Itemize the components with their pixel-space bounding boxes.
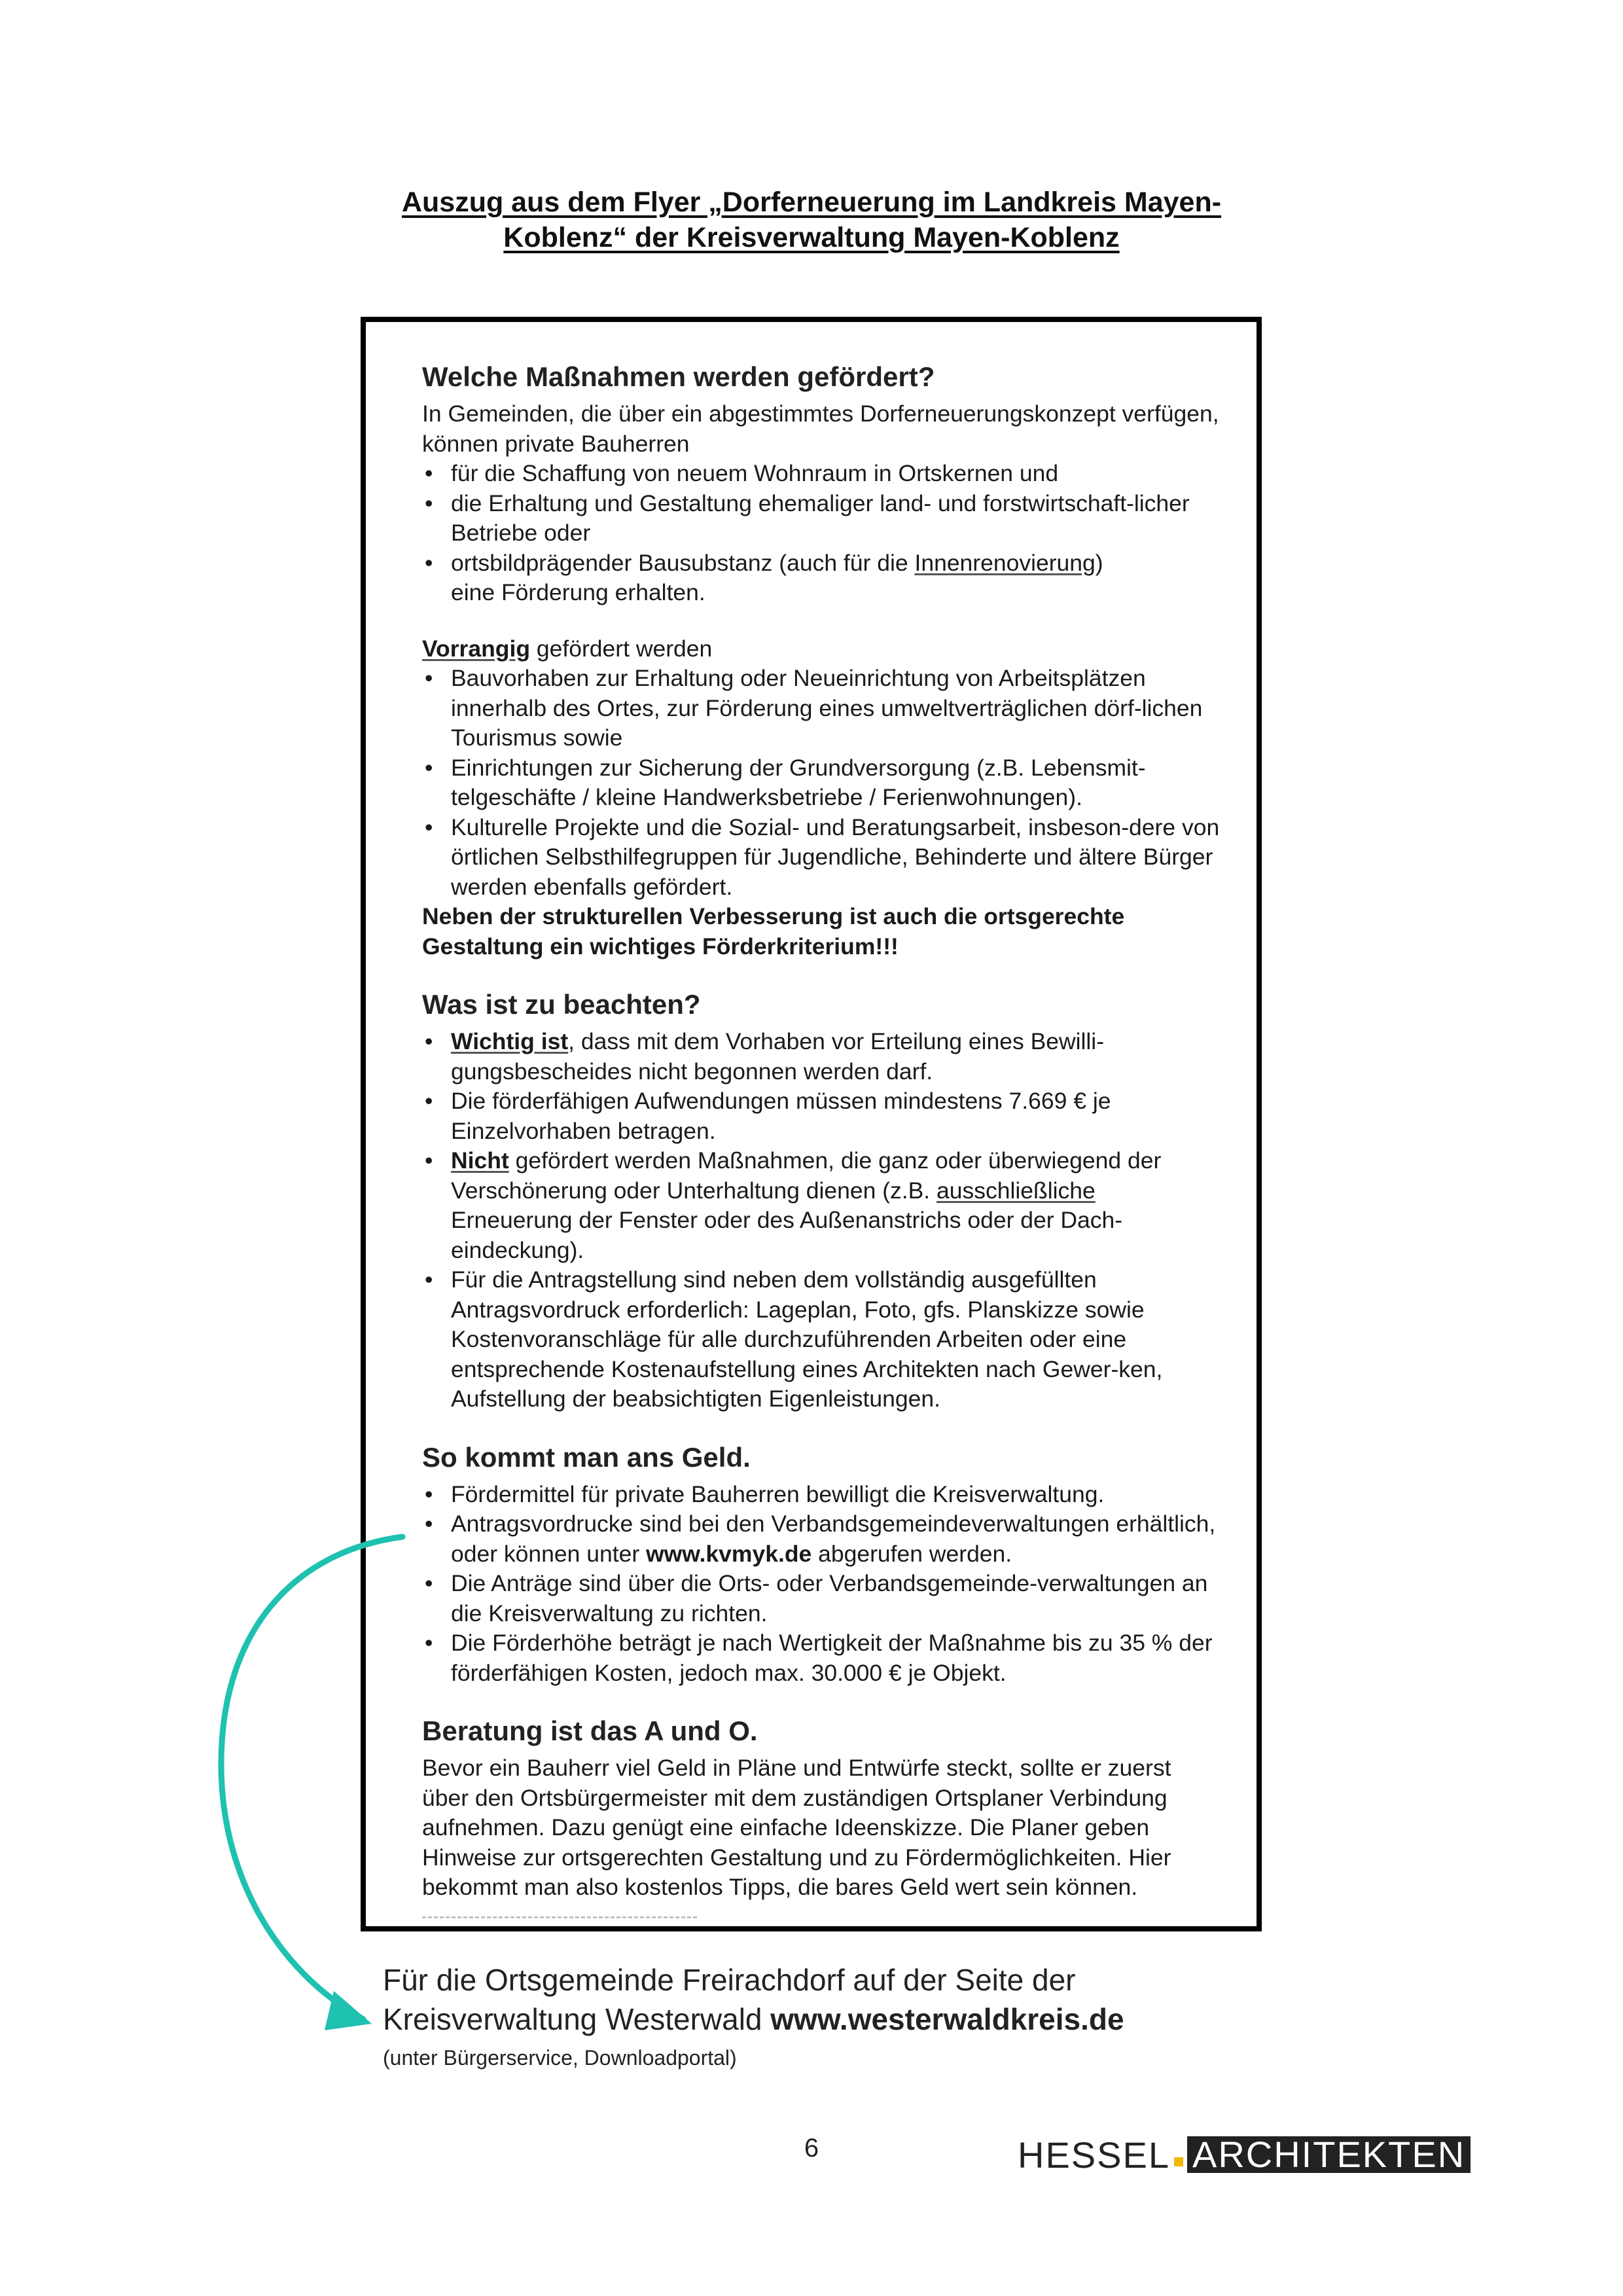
funding-list bbox=[422, 1480, 1221, 1689]
list-item-text: ortsbildprägender Bausubstanz (auch für die bbox=[451, 549, 915, 576]
underlined-term: ausschließliche bbox=[936, 1177, 1096, 1204]
list-item: • Kulturelle Projekte und die Sozial- und Beratungsarbeit, insbeson-dere von örtlichen Selbsthilfegruppen für Jugendliche, Behinderte und ältere Bürger werden ebenfalls gefördert. bbox=[422, 813, 1221, 903]
heading-line-2: Koblenz“ der Kreisverwaltung Mayen-Koblenz bbox=[503, 222, 1120, 253]
emphasis-line-2: Gestaltung ein wichtiges Förderkriterium!!! bbox=[422, 933, 899, 960]
section-title-advice: Beratung ist das A und O. bbox=[422, 1715, 758, 1746]
section-title-measures: Welche Maßnahmen werden gefördert? bbox=[422, 361, 935, 392]
note-line-3: (unter Bürgerservice, Downloadportal) bbox=[383, 2046, 737, 2070]
list-item bbox=[422, 548, 1221, 608]
company-logo bbox=[1018, 2135, 1471, 2174]
heading-line-1: Auszug aus dem Flyer „Dorferneuerung im Landkreis Mayen- bbox=[401, 187, 1222, 218]
list-item: • Die förderfähigen Aufwendungen müssen mindestens 7.669 € je Einzelvorhaben betragen. bbox=[422, 1086, 1221, 1146]
download-note bbox=[383, 1960, 1364, 2073]
list-item: • Für die Antragstellung sind neben dem vollständig ausgefüllten Antragsvordruck erforderlich: Lageplan, Foto, gfs. Planskizze sowie Kostenvoranschläge für alle durchzuführenden Arbeiten oder eine entsprechende Kostenaufstellung eines Architekten nach Gewer-ken, Aufstellung der beabsichtigten Eigenleistungen. bbox=[422, 1265, 1221, 1414]
list-item-text: Antragsvordrucke sind bei den Verbandsgemeindeverwaltungen erhältlich, oder können unter bbox=[451, 1511, 1216, 1567]
note-line-2 bbox=[383, 2000, 1364, 2039]
note-line-1: Für die Ortsgemeinde Freirachdorf auf der Seite der bbox=[383, 1963, 1076, 1997]
list-item bbox=[422, 1146, 1221, 1265]
page-number: 6 bbox=[804, 2134, 819, 2162]
logo-dot bbox=[1174, 2157, 1183, 2166]
section-title-funding: So kommt man ans Geld. bbox=[422, 1441, 751, 1473]
list-item: • die Erhaltung und Gestaltung ehemaliger land- und forstwirtschaft-licher Betriebe oder bbox=[422, 489, 1221, 548]
list-item-text: gefördert werden Maßnahmen, die ganz oder überwiegend der Verschönerung oder Unterhaltung dienen (z.B. bbox=[451, 1147, 1162, 1204]
cut-off-line bbox=[422, 1916, 697, 1931]
underlined-term: Innenrenovierung bbox=[914, 549, 1096, 576]
note-line-2-text: Kreisverwaltung Westerwald bbox=[383, 2002, 771, 2036]
logo-part-1: HESSEL bbox=[1018, 2134, 1170, 2176]
list-item bbox=[422, 1027, 1221, 1086]
list-item: • Einrichtungen zur Sicherung der Grundversorgung (z.B. Lebensmit-telgeschäfte / kleine Handwerksbetriebe / Ferienwohnungen). bbox=[422, 753, 1221, 813]
kvmyk-link[interactable]: www.kvmyk.de bbox=[646, 1540, 812, 1567]
list-item-text: Erneuerung der Fenster oder des Außenanstrichs oder der Dach-eindeckung). bbox=[451, 1207, 1123, 1263]
list-item-text: , dass mit dem Vorhaben vor Erteilung eines Bewilli-gungsbescheides nicht begonnen werden darf. bbox=[451, 1028, 1105, 1085]
list-item bbox=[422, 1509, 1221, 1569]
priority-lead bbox=[422, 634, 1221, 664]
priority-list bbox=[422, 664, 1221, 902]
list-item: • Fördermittel für private Bauherren bewilligt die Kreisverwaltung. bbox=[422, 1480, 1221, 1510]
priority-lead-text: gefördert werden bbox=[530, 635, 713, 662]
westerwaldkreis-link[interactable]: www.westerwaldkreis.de bbox=[770, 2002, 1124, 2036]
emphasis-line-1: Neben der strukturellen Verbesserung ist auch die ortsgerechte bbox=[422, 903, 1125, 929]
list-item: • Die Anträge sind über die Orts- oder Verbandsgemeinde-verwaltungen an die Kreisverwaltung zu richten. bbox=[422, 1569, 1221, 1628]
measures-list bbox=[422, 459, 1221, 608]
measures-intro: In Gemeinden, die über ein abgestimmtes Dorferneuerungskonzept verfügen, können private Bauherren bbox=[422, 401, 1219, 457]
list-item: • Die Förderhöhe beträgt je nach Wertigkeit der Maßnahme bis zu 35 % der förderfähigen Kosten, jedoch max. 30.000 € je Objekt. bbox=[422, 1628, 1221, 1688]
page-heading bbox=[236, 185, 1387, 255]
flyer-content bbox=[422, 360, 1221, 1903]
section-title-notes: Was ist zu beachten? bbox=[422, 989, 701, 1020]
underlined-term: Wichtig ist bbox=[451, 1028, 569, 1054]
list-item: • Bauvorhaben zur Erhaltung oder Neueinrichtung von Arbeitsplätzen innerhalb des Ortes, zur Förderung eines umweltverträglichen dörf-lichen Tourismus sowie bbox=[422, 664, 1221, 753]
notes-list bbox=[422, 1027, 1221, 1414]
underlined-term: Vorrangig bbox=[422, 635, 531, 662]
advice-text: Bevor ein Bauherr viel Geld in Pläne und Entwürfe steckt, sollte er zuerst über den Ortsbürgermeister mit dem zuständigen Ortsplaner Verbindung aufnehmen. Dazu genügt eine einfache Ideenskizze. Die Planer geben Hinweise zur ortsgerechten Gestaltung und zu Fördermöglichkeiten. Hier bekommt man also kostenlos Tipps, die bares Geld wert sein können. bbox=[422, 1755, 1171, 1900]
underlined-term: Nicht bbox=[451, 1147, 509, 1174]
curved-arrow-icon bbox=[196, 1525, 419, 2036]
list-item-text: ) bbox=[1095, 549, 1103, 576]
list-item-text: abgerufen werden. bbox=[812, 1540, 1012, 1567]
flyer-excerpt bbox=[361, 317, 1262, 1931]
logo-part-2: ARCHITEKTEN bbox=[1187, 2136, 1471, 2173]
measures-outro: eine Förderung erhalten. bbox=[451, 579, 705, 605]
list-item: • für die Schaffung von neuem Wohnraum in Ortskernen und bbox=[422, 459, 1221, 489]
